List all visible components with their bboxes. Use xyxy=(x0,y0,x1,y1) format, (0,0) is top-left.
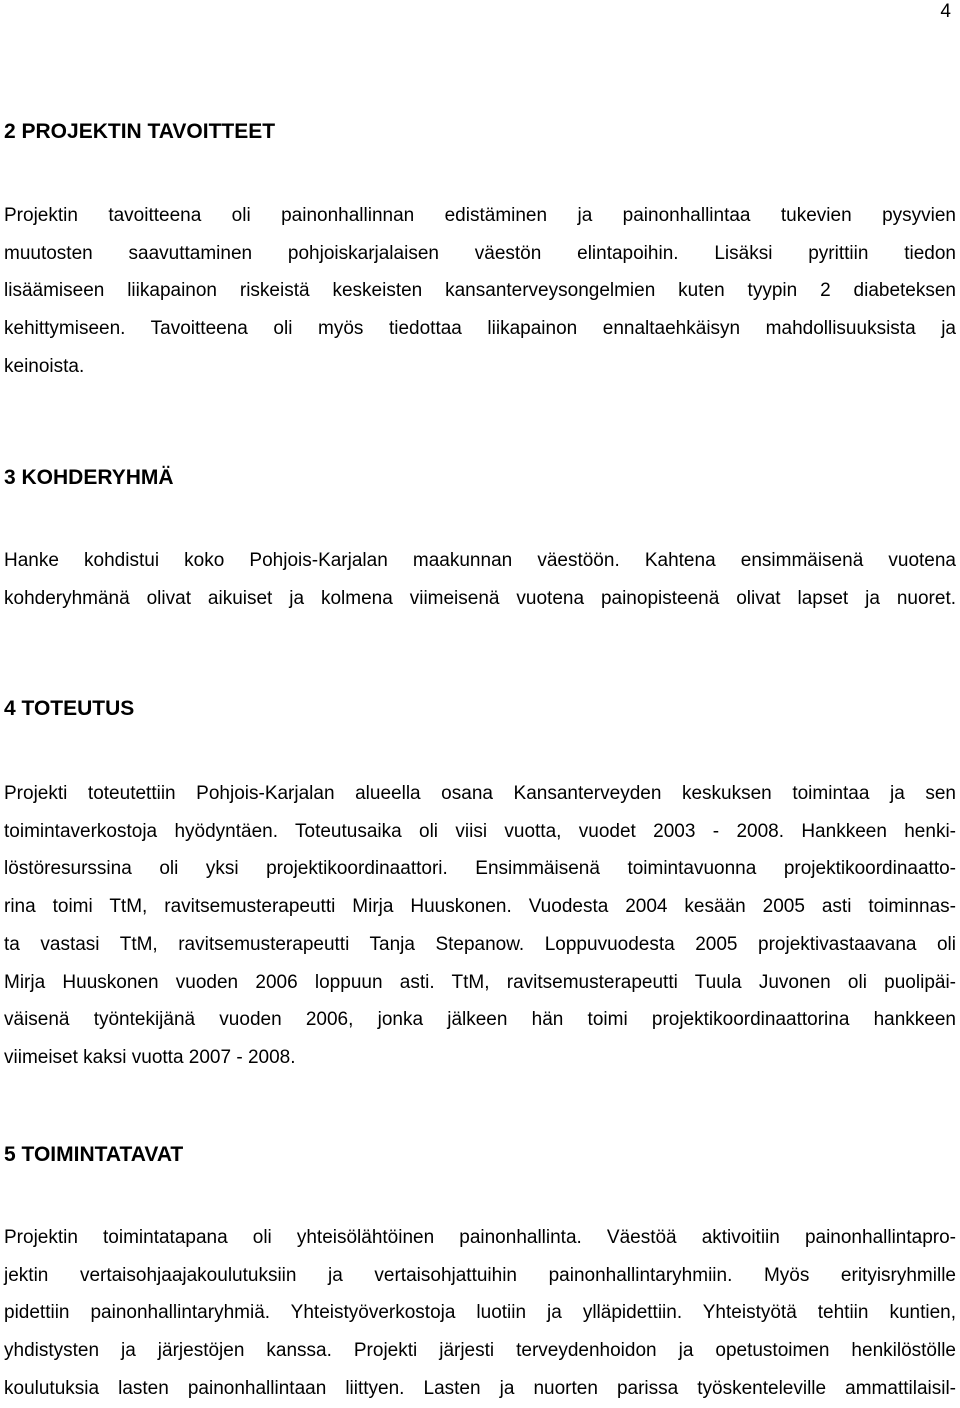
text-line: väisenä työntekijänä vuoden 2006, jonka jälkeen hän toimi projektikoordinaattorina hankkeen xyxy=(4,1009,956,1031)
section-body-toimintatavat xyxy=(4,1219,956,1408)
text-line: Projektin tavoitteena oli painonhallinnan edistäminen ja painonhallintaa tukevien pysyvien xyxy=(4,205,956,226)
text-line: ta vastasi TtM, ravitsemusterapeutti Tanja Stepanow. Loppuvuodesta 2005 projektivastaavana oli xyxy=(4,933,956,955)
text-line: keinoista. xyxy=(4,355,85,377)
text-line: yhdistysten ja järjestöjen kanssa. Projekti järjesti terveydenhoidon ja opetustoimen henkilöstölle xyxy=(4,1340,956,1362)
text-line: lisäämiseen liikapainon riskeistä keskeisten kansanterveysongelmien kuten tyypin 2 diabeteksen xyxy=(4,280,956,302)
section-heading-tavoitteet: 2 PROJEKTIN TAVOITTEET xyxy=(4,120,276,143)
section-body-kohderyhma xyxy=(4,542,956,617)
page-number: 4 xyxy=(940,1,951,22)
text-line: Hanke kohdistui koko Pohjois-Karjalan maakunnan väestöön. Kahtena ensimmäisenä vuotena xyxy=(4,550,956,571)
text-line: Projektin toimintatapana oli yhteisölähtöinen painonhallinta. Väestöä aktivoitiin painonhallintapro- xyxy=(4,1227,956,1248)
section-body-toteutus xyxy=(4,775,956,1077)
text-line: Projekti toteutettiin Pohjois-Karjalan alueella osana Kansanterveyden keskuksen toimintaa ja sen xyxy=(4,783,956,804)
section-heading-kohderyhma: 3 KOHDERYHMÄ xyxy=(4,466,174,489)
text-line: löstöresurssina oli yksi projektikoordinaattori. Ensimmäisenä toimintavuonna projektikoordinaatto- xyxy=(4,858,956,880)
text-line: muutosten saavuttaminen pohjoiskarjalaisen väestön elintapoihin. Lisäksi pyrittiin tiedon xyxy=(4,242,956,264)
text-line: toimintaverkostoja hyödyntäen. Toteutusaika oli viisi vuotta, vuodet 2003 - 2008. Hankkeen henki- xyxy=(4,820,956,842)
text-line: koulutuksia lasten painonhallintaan liittyen. Lasten ja nuorten parissa työskenteleville ammattilaisil- xyxy=(4,1377,956,1399)
text-line: jektin vertaisohjaajakoulutuksiin ja vertaisohjattuihin painonhallintaryhmiin. Myös erityisryhmille xyxy=(4,1264,956,1286)
text-line: pidettiin painonhallintaryhmiä. Yhteistyöverkostoja luotiin ja ylläpidettiin. Yhteistyötä tehtiin kuntien, xyxy=(4,1302,956,1324)
text-line: kohderyhmänä olivat aikuiset ja kolmena viimeisenä vuotena painopisteenä olivat lapset ja nuoret. xyxy=(4,587,956,609)
section-heading-toimintatavat: 5 TOIMINTATAVAT xyxy=(4,1143,184,1166)
text-line: kehittymiseen. Tavoitteena oli myös tiedottaa liikapainon ennaltaehkäisyn mahdollisuuksista ja xyxy=(4,318,956,340)
section-heading-toteutus: 4 TOTEUTUS xyxy=(4,697,135,720)
section-body-tavoitteet xyxy=(4,197,956,386)
text-line: viimeiset kaksi vuotta 2007 - 2008. xyxy=(4,1046,296,1068)
text-line: rina toimi TtM, ravitsemusterapeutti Mirja Huuskonen. Vuodesta 2004 kesään 2005 asti toiminnas- xyxy=(4,896,956,918)
text-line: Mirja Huuskonen vuoden 2006 loppuun asti. TtM, ravitsemusterapeutti Tuula Juvonen oli puolipäi- xyxy=(4,971,956,993)
